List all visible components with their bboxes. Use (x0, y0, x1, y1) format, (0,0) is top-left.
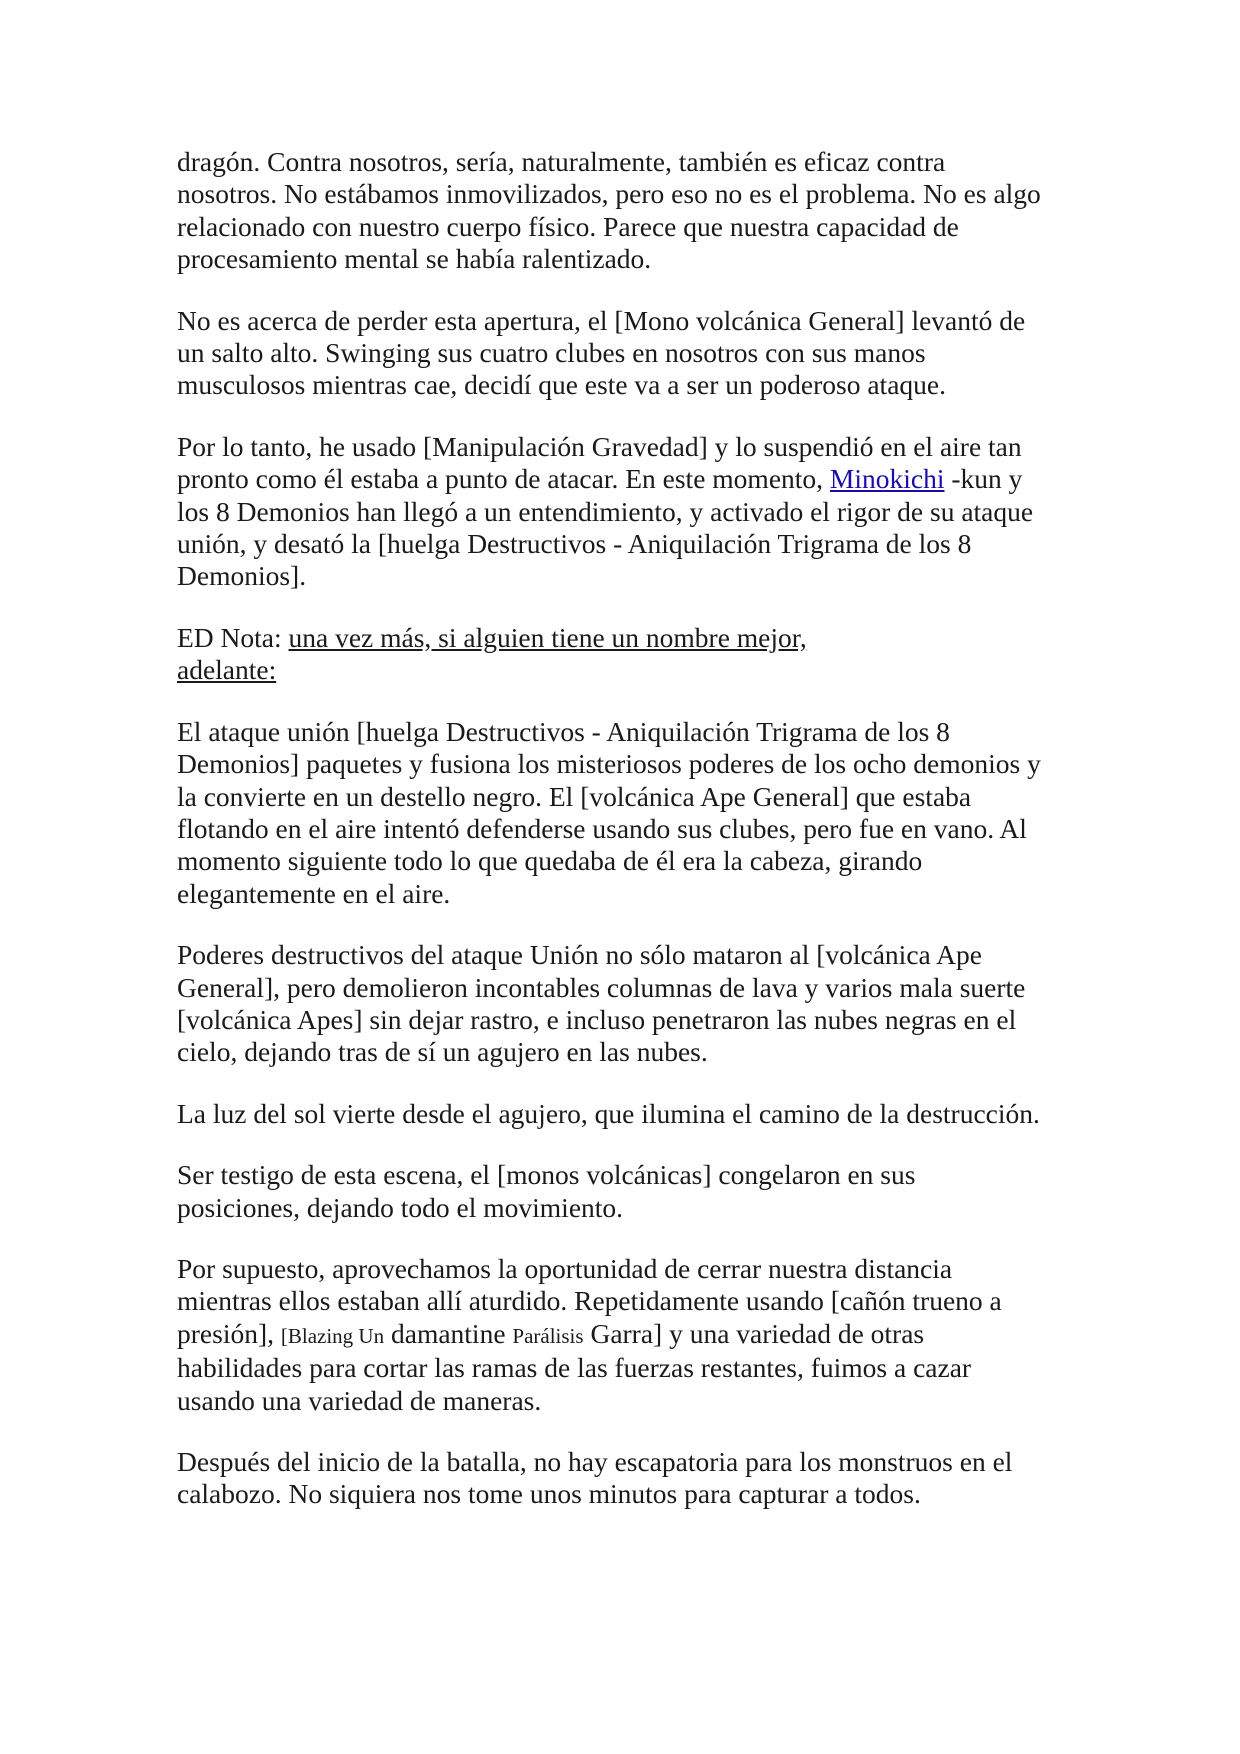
text-line-with-link (177, 463, 1077, 495)
paragraph-8 (177, 1159, 1077, 1224)
paragraph-9 (177, 1253, 1077, 1417)
text-line: La luz del sol vierte desde el agujero, que ilumina el camino de la destrucción. (177, 1097, 1040, 1129)
text-line: Después del inicio de la batalla, no hay escapatoria para los monstruos en el (177, 1446, 1013, 1477)
text-line: nosotros. No estábamos inmovilizados, pero eso no es el problema. No es algo (177, 178, 1041, 210)
text-segment: damantine (384, 1317, 513, 1349)
text-line: Por supuesto, aprovechamos la oportunidad de cerrar nuestra distancia (177, 1252, 953, 1284)
text-line: Poderes destructivos del ataque Unión no sólo mataron al [volcánica Ape (177, 939, 982, 971)
text-line: [volcánica Apes] sin dejar rastro, e incluso penetraron las nubes negras en el (177, 1003, 1017, 1035)
text-segment: presión], (177, 1317, 281, 1349)
document-page (177, 146, 1077, 1540)
text-line: los 8 Demonios han llegó a un entendimiento, y activado el rigor de su ataque (177, 495, 1034, 527)
text-line: El ataque unión [huelga Destructivos - Aniquilación Trigrama de los 8 (177, 715, 950, 747)
text-segment: pronto como él estaba a punto de atacar. En este momento, (177, 463, 830, 495)
text-line: Por lo tanto, he usado [Manipulación Gravedad] y lo suspendió en el aire tan (177, 430, 1022, 462)
text-line-mixed-size (177, 1318, 1077, 1352)
text-line: habilidades para cortar las ramas de las fuerzas restantes, fuimos a cazar (177, 1352, 972, 1384)
paragraph-2 (177, 305, 1077, 402)
text-line: musculosos mientras cae, decidí que este va a ser un poderoso ataque. (177, 369, 946, 401)
text-line: General], pero demolieron incontables columnas de lava y varios mala suerte (177, 971, 1026, 1003)
text-line: dragón. Contra nosotros, sería, naturalmente, también es eficaz contra (177, 146, 946, 177)
paragraph-10 (177, 1446, 1077, 1511)
minokichi-link[interactable]: Minokichi (829, 463, 945, 495)
text-segment: Garra] y una variedad de otras (583, 1317, 925, 1349)
paragraph-6 (177, 939, 1077, 1069)
paragraph-3 (177, 431, 1077, 593)
text-line (177, 622, 1077, 654)
text-line: usando una variedad de maneras. (177, 1384, 542, 1416)
text-line: flotando en el aire intentó defenderse usando sus clubes, pero fue en vano. Al (177, 812, 1027, 844)
text-line: momento siguiente todo lo que quedaba de él era la cabeza, girando (177, 845, 923, 877)
text-line: elegantemente en el aire. (177, 877, 451, 909)
text-segment-small: Parálisis (512, 1323, 584, 1348)
paragraph-7 (177, 1098, 1077, 1130)
text-line (177, 654, 1077, 686)
text-line: No es acerca de perder esta apertura, el [Mono volcánica General] levantó de (177, 304, 1026, 336)
paragraph-1 (177, 146, 1077, 276)
text-line: un salto alto. Swinging sus cuatro clubes en nosotros con sus manos (177, 337, 926, 369)
text-segment-small: [Blazing Un (280, 1323, 385, 1348)
text-line: Ser testigo de esta escena, el [monos volcánicas] congelaron en sus (177, 1159, 916, 1191)
text-line: Demonios] paquetes y fusiona los misteriosos poderes de los ocho demonios y (177, 748, 1041, 780)
text-line: la convierte en un destello negro. El [volcánica Ape General] que estaba (177, 780, 972, 812)
text-line: cielo, dejando tras de sí un agujero en las nubes. (177, 1036, 708, 1068)
note-underlined-text: adelante: (177, 654, 277, 686)
text-line: procesamiento mental se había ralentizado. (177, 243, 652, 275)
note-prefix: ED Nota: (177, 621, 289, 653)
text-line: calabozo. No siquiera nos tome unos minutos para capturar a todos. (177, 1478, 921, 1510)
text-line: Demonios]. (177, 560, 307, 592)
text-line: relacionado con nuestro cuerpo físico. Parece que nuestra capacidad de (177, 210, 959, 242)
text-line: unión, y desató la [huelga Destructivos - Aniquilación Trigrama de los 8 (177, 528, 972, 560)
note-underlined-text: una vez más, si alguien tiene un nombre mejor, (288, 621, 807, 653)
text-line: mientras ellos estaban allí aturdido. Repetidamente usando [cañón trueno a (177, 1285, 1002, 1317)
editor-note (177, 622, 1077, 687)
paragraph-5 (177, 716, 1077, 910)
text-line: posiciones, dejando todo el movimiento. (177, 1191, 624, 1223)
text-segment: -kun y (944, 463, 1023, 495)
